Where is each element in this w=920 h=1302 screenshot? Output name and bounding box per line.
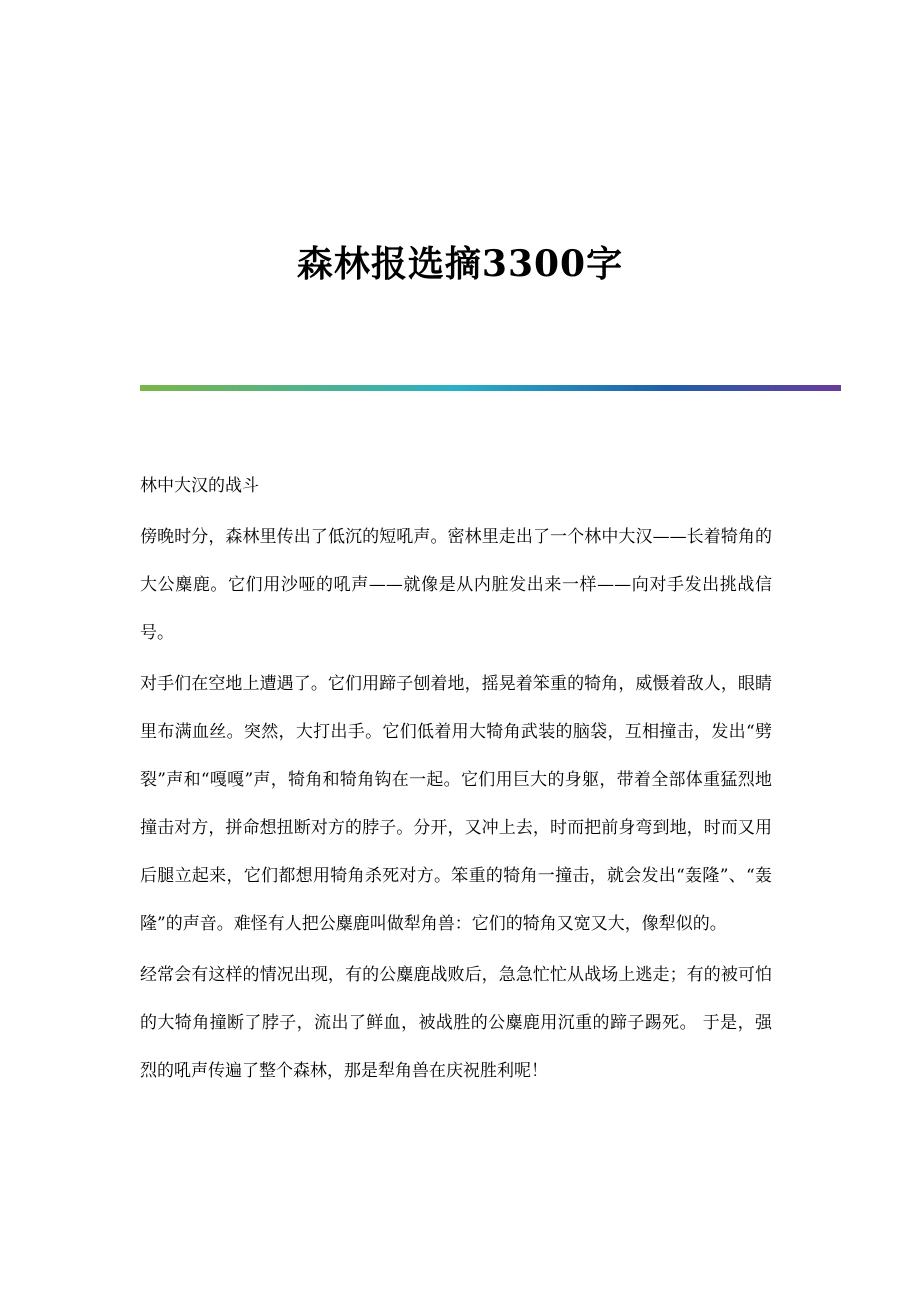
paragraph: 傍晚时分，森林里传出了低沉的短吼声。密林里走出了一个林中大汉——长着犄角的大公麋鹿。它们用沙哑的吼声——就像是从内脏发出来一样——向对手发出挑战信号。: [140, 527, 772, 643]
paragraph: 经常会有这样的情况出现，有的公麋鹿战败后，急急忙忙从战场上逃走；有的被可怕的大犄角撞断了脖子，流出了鲜血，被战胜的公麋鹿用沉重的蹄子踢死。 于是，强烈的吼声传遍了整个森林，那是犁角兽在庆祝胜利呢！: [140, 965, 772, 1081]
paragraph: 对手们在空地上遭遇了。它们用蹄子刨着地，摇晃着笨重的犄角，威慑着敌人，眼睛里布满血丝。突然，大打出手。它们低着用大犄角武装的脑袋，互相撞击，发出“劈裂”声和“嘎嘎”声，犄角和犄角钩在一起。它们用巨大的身躯，带着全部体重猛烈地撞击对方，拼命想扭断对方的脖子。分开，又冲上去，时而把前身弯到地，时而又用后腿立起来，它们都想用犄角杀死对方。笨重的犄角一撞击，就会发出“轰隆”、“轰隆”的声音。难怪有人把公麋鹿叫做犁角兽：它们的犄角又宽又大，像犁似的。: [140, 674, 772, 934]
document-body: [140, 462, 772, 1098]
document-title: 森林报选摘3300字: [296, 243, 624, 286]
section-heading: 林中大汉的战斗: [140, 476, 259, 496]
title-divider: [140, 385, 841, 391]
